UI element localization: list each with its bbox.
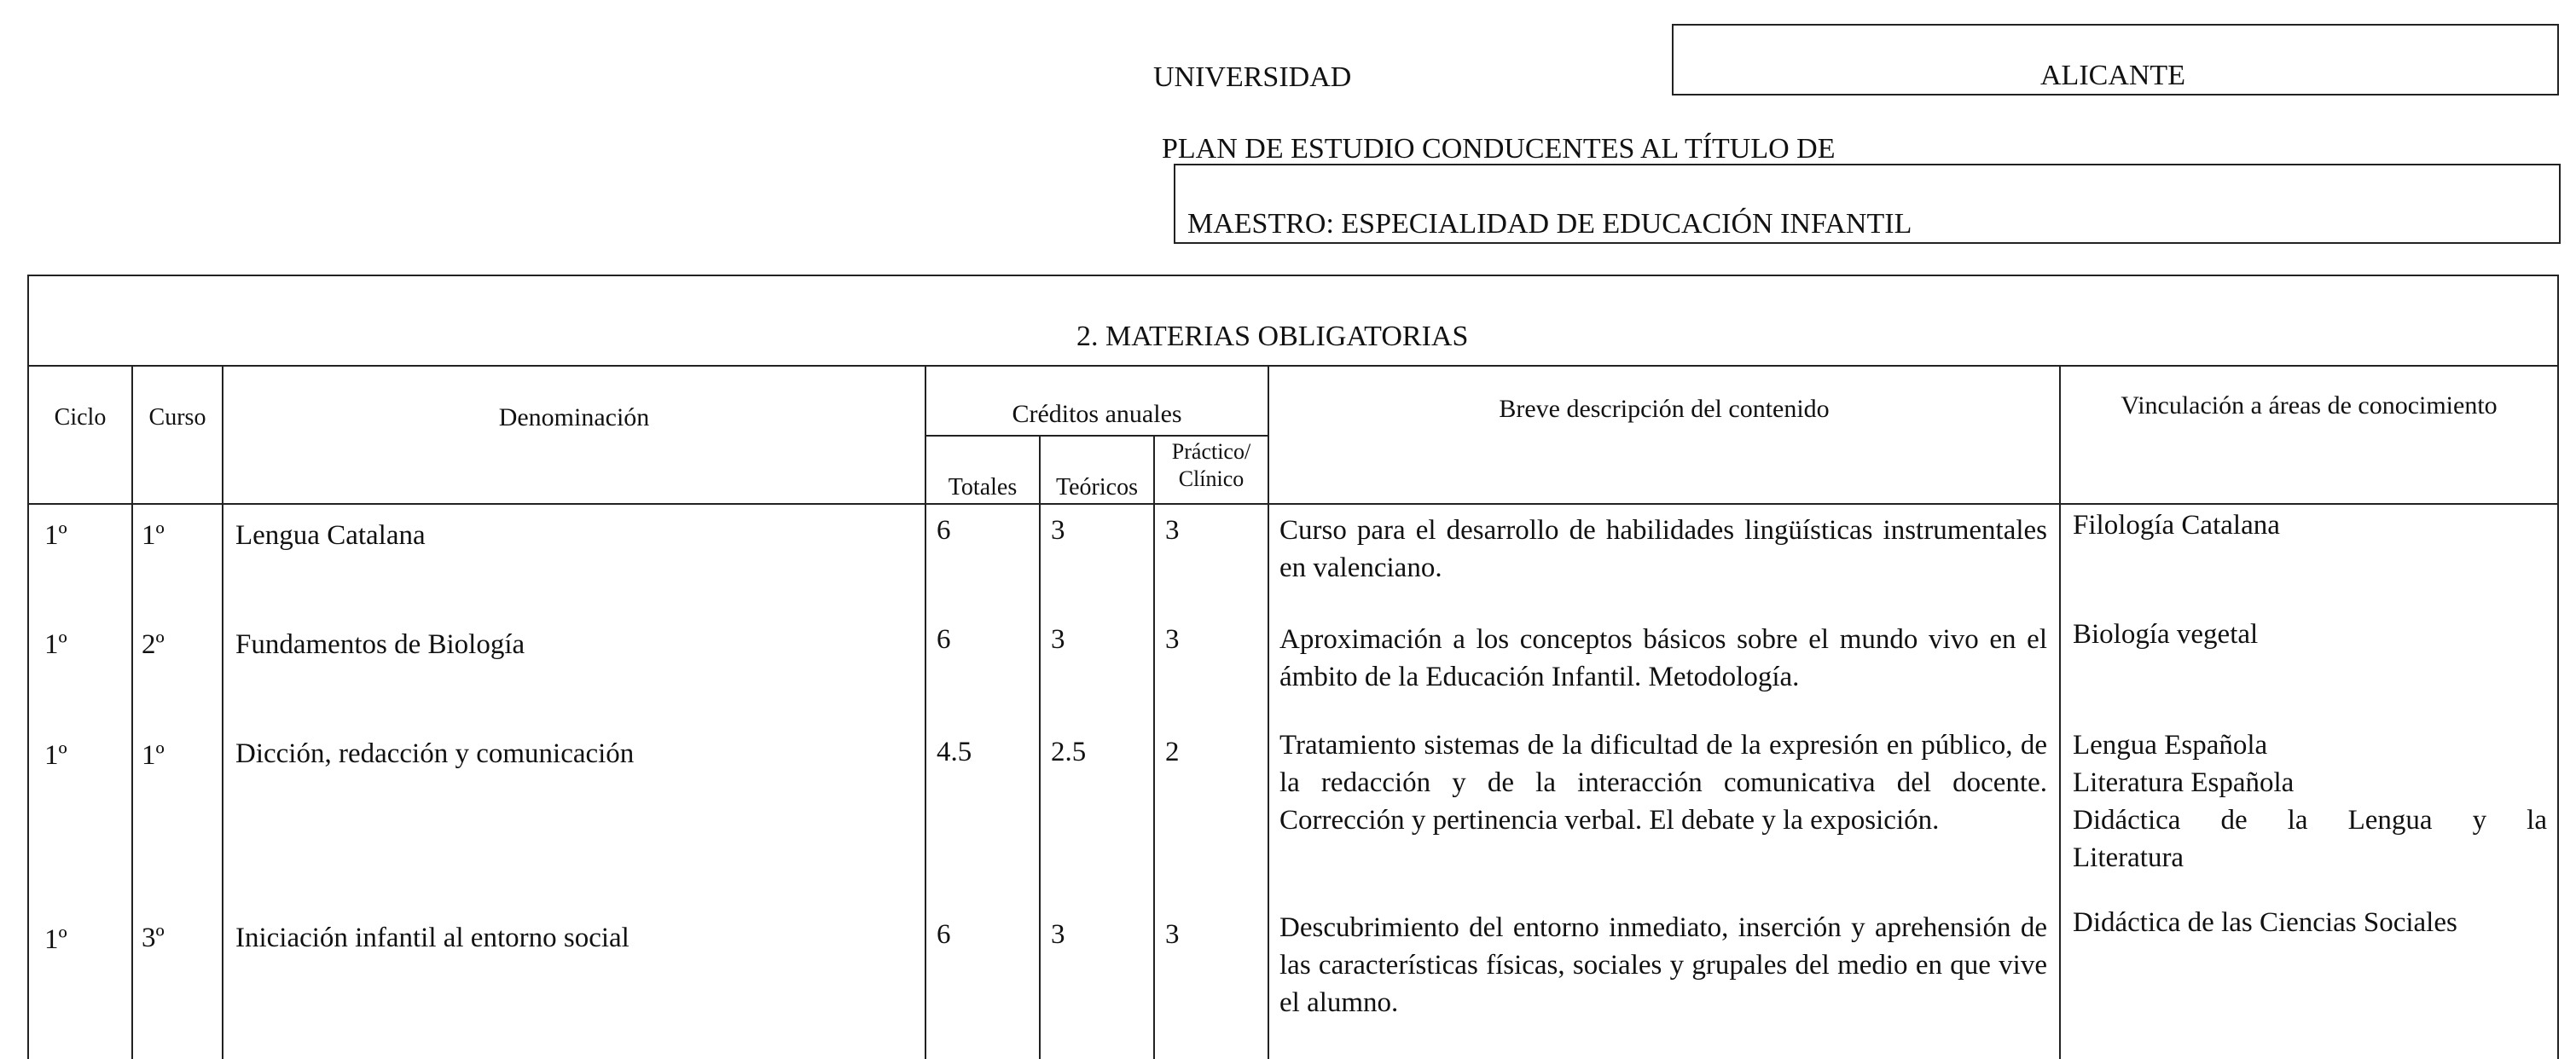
row-practico: 3 [1165, 515, 1180, 546]
col-practico-line2: Clínico [1178, 466, 1244, 491]
row-areas [2073, 726, 2547, 877]
area-item: Didáctica de la Lengua y la [2073, 805, 2547, 836]
row-teoricos: 3 [1051, 624, 1065, 655]
row-curso: 1º [142, 740, 165, 771]
row-curso: 3º [142, 923, 165, 953]
row-teoricos: 3 [1051, 919, 1065, 950]
col-teoricos: Teóricos [1055, 474, 1138, 501]
area-item: Lengua Española [2073, 730, 2268, 761]
row-totales: 4.5 [937, 737, 972, 767]
col-descripcion: Breve descripción del contenido [1499, 395, 1830, 423]
col-vinculacion: Vinculación a áreas de conocimiento [2121, 391, 2498, 420]
area-item: Filología Catalana [2073, 510, 2280, 541]
row-practico: 3 [1165, 624, 1180, 655]
row-practico: 2 [1165, 737, 1180, 767]
plan-label: PLAN DE ESTUDIO CONDUCENTES AL TÍTULO DE [1162, 133, 1836, 165]
row-descripcion: Aproximación a los conceptos básicos sobre el mundo vivo en el ámbito de la Educación Infantil. Metodología. [1279, 624, 2047, 692]
row-ciclo: 1º [44, 520, 67, 551]
col-creditos: Créditos anuales [1012, 400, 1182, 428]
row-areas [2073, 506, 2547, 544]
row-descripcion: Descubrimiento del entorno inmediato, inserción y aprehensión de las características físicas, sociales y grupales del medio en que vive el alumno. [1279, 912, 2047, 1018]
row-denominacion: Fundamentos de Biología [235, 629, 525, 660]
row-curso: 2º [142, 629, 165, 660]
section-title: 2. MATERIAS OBLIGATORIAS [1076, 321, 1469, 352]
row-ciclo: 1º [44, 629, 67, 660]
titulo-value: MAESTRO: ESPECIALIDAD DE EDUCACIÓN INFANTIL [1187, 208, 1912, 240]
row-ciclo: 1º [44, 924, 67, 955]
row-teoricos: 3 [1051, 515, 1065, 546]
col-denominacion: Denominación [498, 403, 650, 431]
row-curso: 1º [142, 520, 165, 551]
row-denominacion: Lengua Catalana [235, 520, 426, 551]
row-totales: 6 [937, 515, 951, 546]
col-curso: Curso [148, 404, 206, 431]
row-totales: 6 [937, 919, 951, 950]
row-areas [2073, 616, 2547, 653]
col-practico-line1: Práctico/ [1171, 439, 1251, 464]
row-practico: 3 [1165, 919, 1180, 950]
row-descripcion: Curso para el desarrollo de habilidades lingüísticas instrumentales en valenciano. [1279, 515, 2047, 583]
col-practico [1155, 438, 1268, 493]
area-item: Literatura [2073, 842, 2184, 873]
universidad-value: ALICANTE [2040, 60, 2185, 91]
area-item: Literatura Española [2073, 767, 2295, 798]
row-descripcion: Tratamiento sistemas de la dificultad de la expresión en público, de la redacción y de la interacción comunicativa del docente. Corrección y pertinencia verbal. El debate y la exposición. [1279, 730, 2047, 836]
row-denominacion: Iniciación infantil al entorno social [235, 923, 629, 953]
universidad-label: UNIVERSIDAD [1153, 61, 1352, 93]
row-denominacion: Dicción, redacción y comunicación [235, 738, 635, 769]
area-item: Biología vegetal [2073, 619, 2259, 650]
row-totales: 6 [937, 624, 951, 655]
row-teoricos: 2.5 [1051, 737, 1087, 767]
col-totales: Totales [948, 474, 1018, 501]
row-ciclo: 1º [44, 740, 67, 771]
row-areas [2073, 904, 2547, 941]
col-ciclo: Ciclo [54, 404, 107, 431]
area-item: Didáctica de las Ciencias Sociales [2073, 907, 2457, 938]
